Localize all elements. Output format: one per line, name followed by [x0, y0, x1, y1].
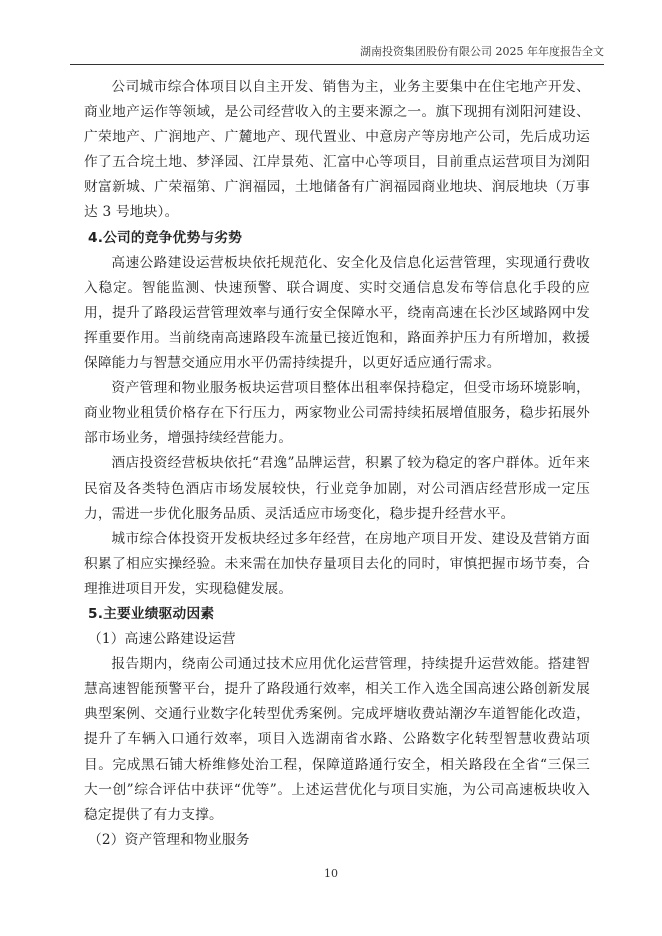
paragraph: 高速公路建设运营板块依托规范化、安全化及信息化运营管理，实现通行费收入稳定。智能监测、快速预警、联合调度、实时交通信息发布等信息化手段的应用，提升了路段运营管理效率与通行安全保障水平，绕南高速在长沙区域路网中发挥重要作用。当前绕南高速路段车流量已接近饱和，路面养护压力有所增加，救援保障能力与智慧交通应用水平仍需持续提升，以更好适应通行需求。 — [84, 254, 590, 372]
section-heading: 4.公司的竞争优势与劣势 — [88, 229, 242, 246]
page-number: 10 — [324, 867, 338, 880]
paragraph: 酒店投资经营板块依托“君逸”品牌运营，积累了较为稳定的客户群体。近年来民宿及各类特色酒店市场发展较快，行业竞争加剧，对公司酒店经营形成一定压力，需进一步优化服务品质、灵活适应市场变化，稳步提升经营水平。 — [84, 455, 590, 522]
paragraph: 资产管理和物业服务板块运营项目整体出租率保持稳定，但受市场环境影响，商业物业租赁价格存在下行压力，两家物业公司需持续拓展增值服务，稳步拓展外部市场业务，增强持续经营能力。 — [84, 380, 590, 447]
paragraph: 报告期内，绕南公司通过技术应用优化运营管理，持续提升运营效能。搭建智慧高速智能预警平台，提升了路段通行效率，相关工作入选全国高速公路创新发展典型案例、交通行业数字化转型优秀案例。完成坪塘收费站潮汐车道智能化改造，提升了车辆入口通行效率，项目入选湖南省水路、公路数字化转型智慧收费站项目。完成黑石铺大桥维修处治工程，保障道路通行安全，相关路段在全省“三保三大一创”综合评估中获评“优等”。上述运营优化与项目实施，为公司高速板块收入稳定提供了有力支撑。 — [84, 656, 590, 823]
subsection-heading: （2）资产管理和物业服务 — [88, 831, 250, 848]
document-body — [84, 75, 590, 853]
paragraph: 城市综合体投资开发板块经过多年经营，在房地产项目开发、建设及营销方面积累了相应实操经验。未来需在加快存量项目去化的同时，审慎把握市场节奏，合理推进项目开发，实现稳健发展。 — [84, 530, 590, 597]
subsection-heading: （1）高速公路建设运营 — [88, 631, 236, 648]
section-heading: 5.主要业绩驱动因素 — [88, 605, 215, 622]
page-header: 湖南投资集团股份有限公司 2025 年年度报告全文 — [70, 40, 604, 65]
paragraph: 公司城市综合体项目以自主开发、销售为主，业务主要集中在住宅地产开发、商业地产运作等领域，是公司经营收入的主要来源之一。旗下现拥有浏阳河建设、广荣地产、广润地产、广麓地产、现代置业、中意房产等房地产公司，先后成功运作了五合垸土地、梦泽园、江岸景苑、汇富中心等项目，目前重点运营项目为浏阳财富新城、广荣福第、广润福园，土地储备有广润福园商业地块、润辰地块（万事达 3 号地块）。 — [84, 79, 590, 221]
